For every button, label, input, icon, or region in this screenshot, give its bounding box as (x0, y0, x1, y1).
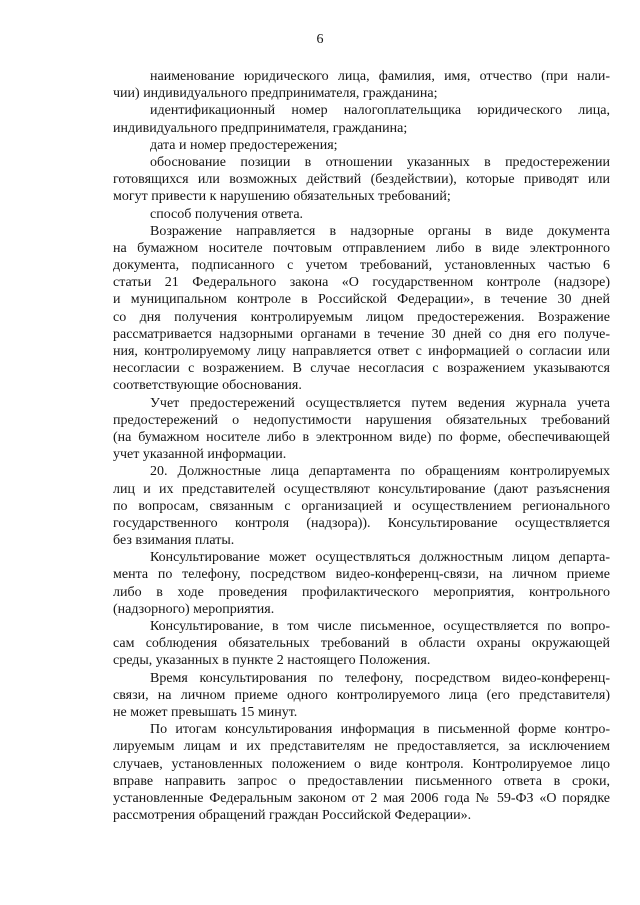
text-line: (надзорного) мероприятия. (113, 601, 275, 617)
paragraph (113, 154, 610, 206)
text-line: Возражение направляется в надзорные органы в виде документа (150, 223, 610, 239)
paragraph (113, 670, 610, 722)
text-line: вправе направить запрос о предоставлении письменного ответа в сроки, (113, 773, 610, 789)
text-line: наименование юридического лица, фамилия, имя, отчество (при нали- (150, 69, 610, 84)
text-line: либо в ходе проведения профилактического мероприятия, контрольного (113, 584, 610, 600)
page-number: 6 (316, 32, 324, 47)
text-line: предостережений о недопустимости нарушения обязательных требований (113, 412, 610, 428)
text-line: идентификационный номер налогоплательщика юридического лица, (150, 103, 610, 119)
text-line: не может превышать 15 минут. (113, 704, 298, 720)
text-line: несогласии с возражением. В случае несогласия с возражением указываются (113, 361, 610, 377)
text-line: рассмотрения обращений граждан Российской Федерации». (113, 808, 472, 824)
paragraph (113, 549, 610, 618)
text-line: ния, контролируемому лицу направляется ответ с информацией о согласии или (113, 344, 610, 359)
text-line: чии) индивидуального предпринимателя, гражданина; (113, 86, 438, 102)
text-line: Консультирование, в том числе письменное, осуществляется по вопро- (150, 619, 610, 634)
text-line: случаев, установленных положением о виде контроля. Контролируемое лицо (113, 756, 610, 772)
text-line: 20. Должностные лица департамента по обращениям контролируемых (150, 464, 610, 480)
text-line: учет указанной информации. (113, 447, 287, 463)
paragraph (113, 395, 610, 464)
paragraph (113, 721, 610, 824)
document-body (113, 68, 610, 824)
text-line: индивидуального предпринимателя, гражданина; (113, 120, 408, 136)
text-line: могут привести к нарушению обязательных требований; (113, 189, 451, 205)
text-line: со дня получения контролируемым лицом предостережения. Возражение (113, 309, 610, 325)
text-line: обоснование позиции в отношении указанных в предостережении (150, 154, 610, 170)
paragraph (113, 223, 610, 395)
text-line: без взимания платы. (113, 533, 235, 549)
text-line: готовящихся или возможных действий (бездействии), которые приводят или (113, 172, 610, 188)
text-line: установленные Федеральным законом от 2 мая 2006 года № 59-ФЗ «О порядке (113, 790, 610, 806)
text-line: Учет предостережений осуществляется путем ведения журнала учета (150, 395, 610, 411)
text-line: сам соблюдения обязательных требований в области охраны окружающей (113, 636, 610, 652)
text-line: По итогам консультирования информация в письменной форме контро- (150, 722, 610, 738)
paragraph (113, 68, 610, 102)
text-line: и муниципальном контроле в Российской Федерации», в течение 30 дней (113, 292, 610, 308)
text-line: государственного контроля (надзора)). Консультирование осуществляется (113, 515, 610, 531)
text-line: способ получения ответа. (150, 206, 304, 222)
text-line: (на бумажном носителе либо в электронном виде) по форме, обеспечивающей (113, 429, 610, 445)
paragraph (113, 463, 610, 549)
text-line: соответствующие обоснования. (113, 378, 302, 394)
text-line: лиц и их представителей осуществляют консультирование (дают разъяснения (113, 481, 610, 497)
text-line: на бумажном носителе почтовым отправлением либо в виде электронного (113, 240, 610, 256)
text-line: документа, подписанного с учетом требований, установленных частью 6 (113, 258, 610, 274)
text-line: по вопросам, связанным с организацией и осуществлением регионального (113, 498, 610, 514)
text-line: связи, на личном приеме одного контролируемого лица (его представителя) (113, 687, 610, 703)
text-line: среды, указанных в пункте 2 настоящего Положения. (113, 653, 431, 669)
paragraph (113, 206, 610, 223)
text-line: Консультирование может осуществляться должностным лицом департа- (150, 550, 610, 566)
paragraph (113, 137, 610, 154)
text-line: лируемым лицам и их представителям не предоставляется, за исключением (113, 739, 610, 755)
text-line: Время консультирования по телефону, посредством видео-конференц- (150, 670, 610, 686)
text-line: рассматривается надзорными органами в течение 30 дней со дня его получе- (113, 326, 610, 342)
text-line: мента по телефону, посредством видео-конференц-связи, на личном приеме (113, 567, 610, 583)
paragraph (113, 102, 610, 136)
paragraph (113, 618, 610, 670)
text-line: статьи 21 Федерального закона «О государственном контроле (надзоре) (113, 275, 610, 291)
text-line: дата и номер предостережения; (150, 137, 338, 153)
